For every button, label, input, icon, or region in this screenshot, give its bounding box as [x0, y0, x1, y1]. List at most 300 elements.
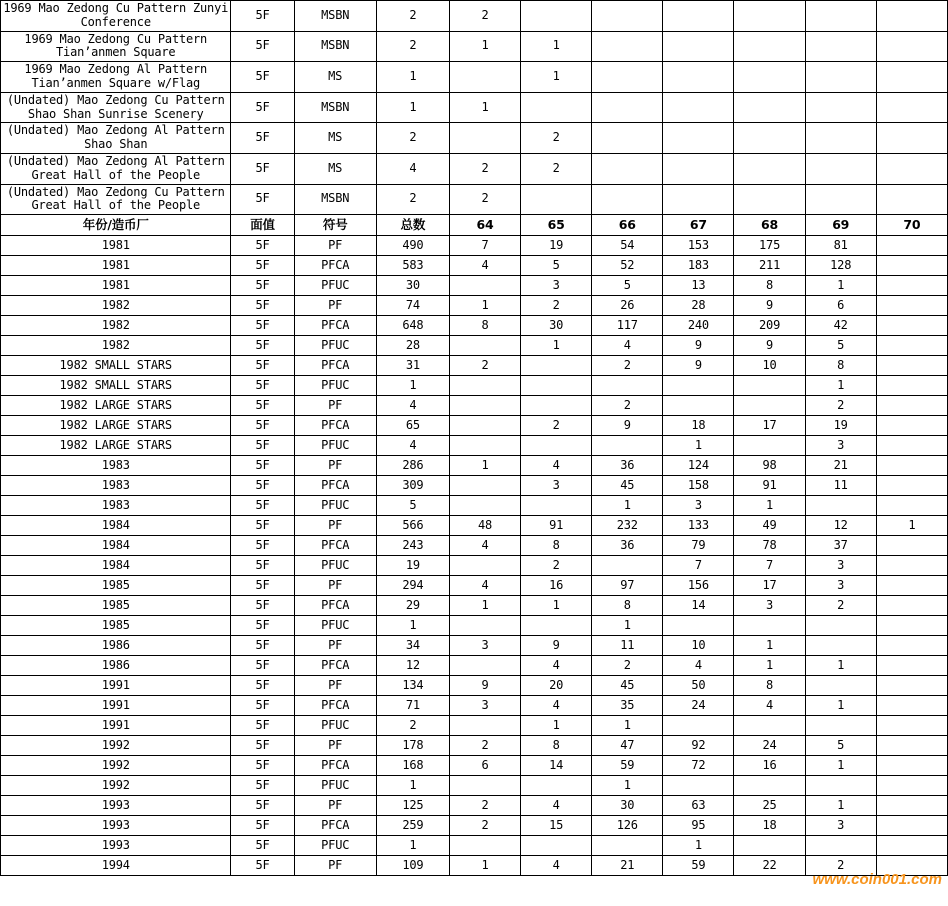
cell-denomination: 5F: [231, 676, 294, 696]
cell-grade-65: [521, 92, 592, 123]
cell-grade-65: 91: [521, 516, 592, 536]
cell-grade-65: 4: [521, 456, 592, 476]
cell-total: 1: [376, 376, 449, 396]
table-row: [1, 496, 948, 516]
header-total: 总数: [376, 215, 449, 236]
cell-grade-64: 1: [449, 296, 520, 316]
cell-grade-70: 1: [876, 516, 947, 536]
cell-grade-70: [876, 756, 947, 776]
cell-grade-69: 1: [805, 696, 876, 716]
cell-total: 65: [376, 416, 449, 436]
cell-grade-64: [449, 496, 520, 516]
cell-grade-65: 15: [521, 816, 592, 836]
cell-grade-68: 78: [734, 536, 805, 556]
cell-grade-67: 50: [663, 676, 734, 696]
cell-grade-70: [876, 496, 947, 516]
cell-grade-70: [876, 123, 947, 154]
cell-grade-68: [734, 184, 805, 215]
cell-grade-66: 117: [592, 316, 663, 336]
cell-grade-68: [734, 776, 805, 796]
cell-total: 12: [376, 656, 449, 676]
cell-grade-69: [805, 62, 876, 93]
cell-grade-68: [734, 376, 805, 396]
cell-grade-68: 18: [734, 816, 805, 836]
cell-grade-69: [805, 676, 876, 696]
cell-denomination: 5F: [231, 716, 294, 736]
cell-grade-68: 17: [734, 576, 805, 596]
cell-grade-69: 1: [805, 276, 876, 296]
cell-grade-67: [663, 396, 734, 416]
cell-symbol: PFUC: [294, 496, 376, 516]
cell-grade-70: [876, 1, 947, 32]
table-row: [1, 296, 948, 316]
cell-grade-64: [449, 616, 520, 636]
cell-grade-67: 9: [663, 336, 734, 356]
cell-grade-69: 37: [805, 536, 876, 556]
cell-denomination: 5F: [231, 456, 294, 476]
header-symbol: 符号: [294, 215, 376, 236]
cell-grade-69: 2: [805, 396, 876, 416]
cell-grade-66: 97: [592, 576, 663, 596]
table-row: [1, 596, 948, 616]
cell-denomination: 5F: [231, 796, 294, 816]
cell-symbol: PFUC: [294, 556, 376, 576]
cell-description: 1981: [1, 276, 231, 296]
cell-grade-68: 8: [734, 276, 805, 296]
cell-grade-64: 7: [449, 236, 520, 256]
table-row: [1, 736, 948, 756]
cell-description: 1985: [1, 616, 231, 636]
cell-grade-66: [592, 123, 663, 154]
cell-grade-66: 11: [592, 636, 663, 656]
cell-grade-66: 1: [592, 776, 663, 796]
cell-grade-69: 1: [805, 796, 876, 816]
cell-denomination: 5F: [231, 236, 294, 256]
cell-total: 1: [376, 62, 449, 93]
cell-symbol: MS: [294, 123, 376, 154]
cell-total: 2: [376, 716, 449, 736]
cell-total: 566: [376, 516, 449, 536]
cell-grade-69: 1: [805, 376, 876, 396]
cell-grade-66: 52: [592, 256, 663, 276]
cell-grade-67: 153: [663, 236, 734, 256]
cell-symbol: PF: [294, 396, 376, 416]
cell-description: (Undated) Mao Zedong Cu Pattern Shao Shan Sunrise Scenery: [1, 92, 231, 123]
cell-grade-67: [663, 31, 734, 62]
cell-symbol: PF: [294, 736, 376, 756]
cell-symbol: PFCA: [294, 476, 376, 496]
cell-grade-64: [449, 376, 520, 396]
cell-symbol: MSBN: [294, 31, 376, 62]
cell-grade-66: [592, 153, 663, 184]
cell-grade-65: 8: [521, 736, 592, 756]
cell-grade-70: [876, 556, 947, 576]
cell-description: 1969 Mao Zedong Cu Pattern Zunyi Conference: [1, 1, 231, 32]
cell-grade-65: [521, 836, 592, 856]
cell-total: 309: [376, 476, 449, 496]
cell-total: 648: [376, 316, 449, 336]
cell-grade-68: [734, 62, 805, 93]
cell-symbol: PFCA: [294, 356, 376, 376]
cell-grade-69: 11: [805, 476, 876, 496]
cell-grade-66: [592, 1, 663, 32]
cell-description: 1993: [1, 836, 231, 856]
cell-grade-64: [449, 276, 520, 296]
cell-grade-64: 2: [449, 356, 520, 376]
cell-grade-69: 19: [805, 416, 876, 436]
cell-grade-65: 2: [521, 296, 592, 316]
cell-grade-64: 3: [449, 696, 520, 716]
table-row: [1, 436, 948, 456]
cell-grade-65: [521, 616, 592, 636]
cell-grade-65: 2: [521, 416, 592, 436]
cell-grade-64: 1: [449, 456, 520, 476]
cell-description: 1981: [1, 256, 231, 276]
cell-total: 490: [376, 236, 449, 256]
cell-grade-67: [663, 716, 734, 736]
cell-grade-70: [876, 256, 947, 276]
table-row: [1, 576, 948, 596]
cell-grade-69: 21: [805, 456, 876, 476]
cell-grade-70: [876, 736, 947, 756]
cell-grade-66: 36: [592, 456, 663, 476]
cell-grade-66: 5: [592, 276, 663, 296]
cell-denomination: 5F: [231, 316, 294, 336]
header-denomination: 面值: [231, 215, 294, 236]
cell-grade-64: 2: [449, 184, 520, 215]
cell-grade-68: 4: [734, 696, 805, 716]
cell-denomination: 5F: [231, 436, 294, 456]
cell-grade-64: [449, 62, 520, 93]
cell-total: 19: [376, 556, 449, 576]
cell-grade-65: [521, 356, 592, 376]
cell-denomination: 5F: [231, 31, 294, 62]
cell-grade-70: [876, 336, 947, 356]
cell-grade-66: 1: [592, 716, 663, 736]
cell-total: 31: [376, 356, 449, 376]
cell-grade-68: [734, 153, 805, 184]
cell-symbol: MS: [294, 153, 376, 184]
cell-symbol: PFCA: [294, 756, 376, 776]
cell-grade-65: 1: [521, 716, 592, 736]
cell-grade-64: 2: [449, 1, 520, 32]
cell-grade-66: 2: [592, 396, 663, 416]
cell-symbol: PFCA: [294, 536, 376, 556]
cell-grade-67: 24: [663, 696, 734, 716]
cell-grade-69: 42: [805, 316, 876, 336]
cell-grade-67: 14: [663, 596, 734, 616]
cell-grade-68: [734, 836, 805, 856]
table-row: [1, 816, 948, 836]
cell-grade-68: 91: [734, 476, 805, 496]
cell-grade-70: [876, 636, 947, 656]
cell-symbol: PF: [294, 636, 376, 656]
cell-grade-67: [663, 153, 734, 184]
cell-grade-66: 1: [592, 496, 663, 516]
cell-grade-65: [521, 1, 592, 32]
cell-grade-70: [876, 536, 947, 556]
cell-grade-65: 1: [521, 596, 592, 616]
cell-grade-67: 79: [663, 536, 734, 556]
cell-grade-68: 211: [734, 256, 805, 276]
cell-description: 1982: [1, 336, 231, 356]
cell-symbol: PFCA: [294, 656, 376, 676]
cell-grade-65: [521, 436, 592, 456]
cell-grade-67: 95: [663, 816, 734, 836]
cell-grade-66: 2: [592, 656, 663, 676]
cell-grade-68: 25: [734, 796, 805, 816]
cell-denomination: 5F: [231, 516, 294, 536]
cell-grade-68: 1: [734, 636, 805, 656]
cell-grade-64: 9: [449, 676, 520, 696]
cell-symbol: PFUC: [294, 776, 376, 796]
cell-description: (Undated) Mao Zedong Al Pattern Great Hall of the People: [1, 153, 231, 184]
cell-grade-68: 3: [734, 596, 805, 616]
cell-grade-69: [805, 636, 876, 656]
cell-description: 1994: [1, 856, 231, 876]
table-row: [1, 1, 948, 32]
cell-grade-64: [449, 396, 520, 416]
cell-grade-70: [876, 596, 947, 616]
cell-grade-66: [592, 62, 663, 93]
cell-grade-64: 1: [449, 596, 520, 616]
cell-denomination: 5F: [231, 576, 294, 596]
cell-denomination: 5F: [231, 62, 294, 93]
cell-denomination: 5F: [231, 636, 294, 656]
cell-total: 4: [376, 396, 449, 416]
cell-grade-65: 2: [521, 556, 592, 576]
cell-total: 1: [376, 836, 449, 856]
cell-grade-70: [876, 62, 947, 93]
cell-total: 294: [376, 576, 449, 596]
cell-description: 1982 SMALL STARS: [1, 376, 231, 396]
table-row: [1, 62, 948, 93]
table-row: [1, 616, 948, 636]
cell-grade-64: 1: [449, 856, 520, 876]
cell-grade-68: 16: [734, 756, 805, 776]
cell-grade-70: [876, 416, 947, 436]
cell-denomination: 5F: [231, 736, 294, 756]
cell-grade-68: 8: [734, 676, 805, 696]
header-grade-66: 66: [592, 215, 663, 236]
cell-grade-70: [876, 576, 947, 596]
cell-grade-67: 7: [663, 556, 734, 576]
cell-total: 178: [376, 736, 449, 756]
cell-grade-66: [592, 31, 663, 62]
cell-grade-66: 2: [592, 356, 663, 376]
cell-grade-65: 30: [521, 316, 592, 336]
cell-grade-68: 24: [734, 736, 805, 756]
cell-grade-67: [663, 92, 734, 123]
cell-grade-70: [876, 236, 947, 256]
cell-grade-67: 13: [663, 276, 734, 296]
cell-grade-67: [663, 62, 734, 93]
cell-grade-65: 3: [521, 476, 592, 496]
cell-grade-65: 1: [521, 62, 592, 93]
cell-grade-70: [876, 376, 947, 396]
cell-grade-67: [663, 184, 734, 215]
cell-total: 5: [376, 496, 449, 516]
cell-grade-64: 6: [449, 756, 520, 776]
cell-symbol: PFCA: [294, 816, 376, 836]
cell-grade-67: 1: [663, 436, 734, 456]
cell-denomination: 5F: [231, 92, 294, 123]
cell-grade-69: [805, 92, 876, 123]
cell-grade-64: [449, 836, 520, 856]
cell-grade-64: [449, 556, 520, 576]
cell-denomination: 5F: [231, 356, 294, 376]
cell-total: 1: [376, 92, 449, 123]
cell-grade-68: 9: [734, 336, 805, 356]
cell-grade-65: 4: [521, 696, 592, 716]
cell-grade-65: 3: [521, 276, 592, 296]
cell-grade-68: [734, 123, 805, 154]
cell-grade-64: 2: [449, 153, 520, 184]
cell-total: 4: [376, 153, 449, 184]
cell-total: 583: [376, 256, 449, 276]
cell-description: 1983: [1, 456, 231, 476]
table-row: [1, 776, 948, 796]
cell-grade-70: [876, 796, 947, 816]
cell-grade-67: 183: [663, 256, 734, 276]
cell-symbol: PFCA: [294, 316, 376, 336]
cell-grade-67: 9: [663, 356, 734, 376]
cell-grade-69: [805, 1, 876, 32]
cell-grade-70: [876, 456, 947, 476]
cell-description: (Undated) Mao Zedong Cu Pattern Great Hall of the People: [1, 184, 231, 215]
cell-grade-67: 133: [663, 516, 734, 536]
cell-grade-64: 8: [449, 316, 520, 336]
cell-grade-65: 4: [521, 656, 592, 676]
cell-grade-70: [876, 856, 947, 876]
table-row: [1, 123, 948, 154]
header-grade-68: 68: [734, 215, 805, 236]
cell-grade-69: [805, 616, 876, 636]
cell-symbol: PFUC: [294, 276, 376, 296]
cell-grade-69: [805, 153, 876, 184]
table-body: [1, 1, 948, 876]
cell-grade-64: 2: [449, 816, 520, 836]
cell-grade-64: 48: [449, 516, 520, 536]
cell-grade-64: [449, 436, 520, 456]
header-grade-67: 67: [663, 215, 734, 236]
cell-grade-70: [876, 716, 947, 736]
cell-symbol: PF: [294, 796, 376, 816]
table-row: [1, 856, 948, 876]
cell-grade-69: 5: [805, 736, 876, 756]
cell-description: 1984: [1, 536, 231, 556]
cell-total: 2: [376, 1, 449, 32]
cell-grade-64: 4: [449, 576, 520, 596]
table-row: [1, 336, 948, 356]
cell-description: 1969 Mao Zedong Cu Pattern Tian’anmen Square: [1, 31, 231, 62]
cell-total: 29: [376, 596, 449, 616]
cell-symbol: MS: [294, 62, 376, 93]
cell-description: 1982 LARGE STARS: [1, 396, 231, 416]
cell-grade-65: 4: [521, 856, 592, 876]
cell-grade-69: 5: [805, 336, 876, 356]
cell-grade-68: 10: [734, 356, 805, 376]
cell-grade-66: 35: [592, 696, 663, 716]
site-watermark: www.coin001.com: [812, 871, 942, 888]
cell-description: 1969 Mao Zedong Al Pattern Tian’anmen Square w/Flag: [1, 62, 231, 93]
cell-grade-69: [805, 836, 876, 856]
cell-grade-67: 1: [663, 836, 734, 856]
cell-grade-68: 22: [734, 856, 805, 876]
cell-grade-66: 45: [592, 676, 663, 696]
cell-grade-70: [876, 396, 947, 416]
cell-description: 1986: [1, 636, 231, 656]
cell-description: 1985: [1, 576, 231, 596]
cell-grade-69: [805, 31, 876, 62]
cell-grade-69: 1: [805, 656, 876, 676]
cell-total: 134: [376, 676, 449, 696]
cell-denomination: 5F: [231, 776, 294, 796]
cell-denomination: 5F: [231, 596, 294, 616]
cell-total: 125: [376, 796, 449, 816]
cell-description: 1992: [1, 736, 231, 756]
cell-denomination: 5F: [231, 616, 294, 636]
cell-grade-66: 26: [592, 296, 663, 316]
cell-description: 1991: [1, 676, 231, 696]
cell-symbol: MSBN: [294, 92, 376, 123]
cell-grade-65: [521, 184, 592, 215]
cell-grade-64: [449, 776, 520, 796]
cell-grade-70: [876, 696, 947, 716]
table-row: [1, 396, 948, 416]
cell-symbol: MSBN: [294, 1, 376, 32]
cell-denomination: 5F: [231, 756, 294, 776]
cell-denomination: 5F: [231, 396, 294, 416]
cell-grade-66: [592, 184, 663, 215]
cell-denomination: 5F: [231, 536, 294, 556]
cell-grade-67: 10: [663, 636, 734, 656]
table-row: [1, 153, 948, 184]
cell-description: 1991: [1, 696, 231, 716]
cell-denomination: 5F: [231, 476, 294, 496]
cell-grade-66: 59: [592, 756, 663, 776]
cell-total: 286: [376, 456, 449, 476]
cell-grade-69: 6: [805, 296, 876, 316]
cell-grade-69: 3: [805, 576, 876, 596]
cell-description: 1984: [1, 516, 231, 536]
cell-grade-69: 3: [805, 556, 876, 576]
cell-grade-70: [876, 436, 947, 456]
cell-description: 1993: [1, 816, 231, 836]
cell-description: 1984: [1, 556, 231, 576]
cell-grade-66: 232: [592, 516, 663, 536]
table-row: [1, 376, 948, 396]
cell-grade-70: [876, 836, 947, 856]
cell-grade-68: [734, 716, 805, 736]
cell-description: 1991: [1, 716, 231, 736]
cell-total: 34: [376, 636, 449, 656]
cell-grade-65: 4: [521, 796, 592, 816]
cell-denomination: 5F: [231, 496, 294, 516]
cell-denomination: 5F: [231, 1, 294, 32]
cell-description: 1992: [1, 756, 231, 776]
cell-total: 2: [376, 31, 449, 62]
cell-denomination: 5F: [231, 556, 294, 576]
cell-grade-68: 1: [734, 656, 805, 676]
cell-grade-69: [805, 496, 876, 516]
cell-grade-70: [876, 184, 947, 215]
cell-grade-67: 124: [663, 456, 734, 476]
cell-symbol: PFUC: [294, 836, 376, 856]
cell-description: 1983: [1, 476, 231, 496]
cell-grade-67: [663, 376, 734, 396]
cell-description: 1982 LARGE STARS: [1, 416, 231, 436]
